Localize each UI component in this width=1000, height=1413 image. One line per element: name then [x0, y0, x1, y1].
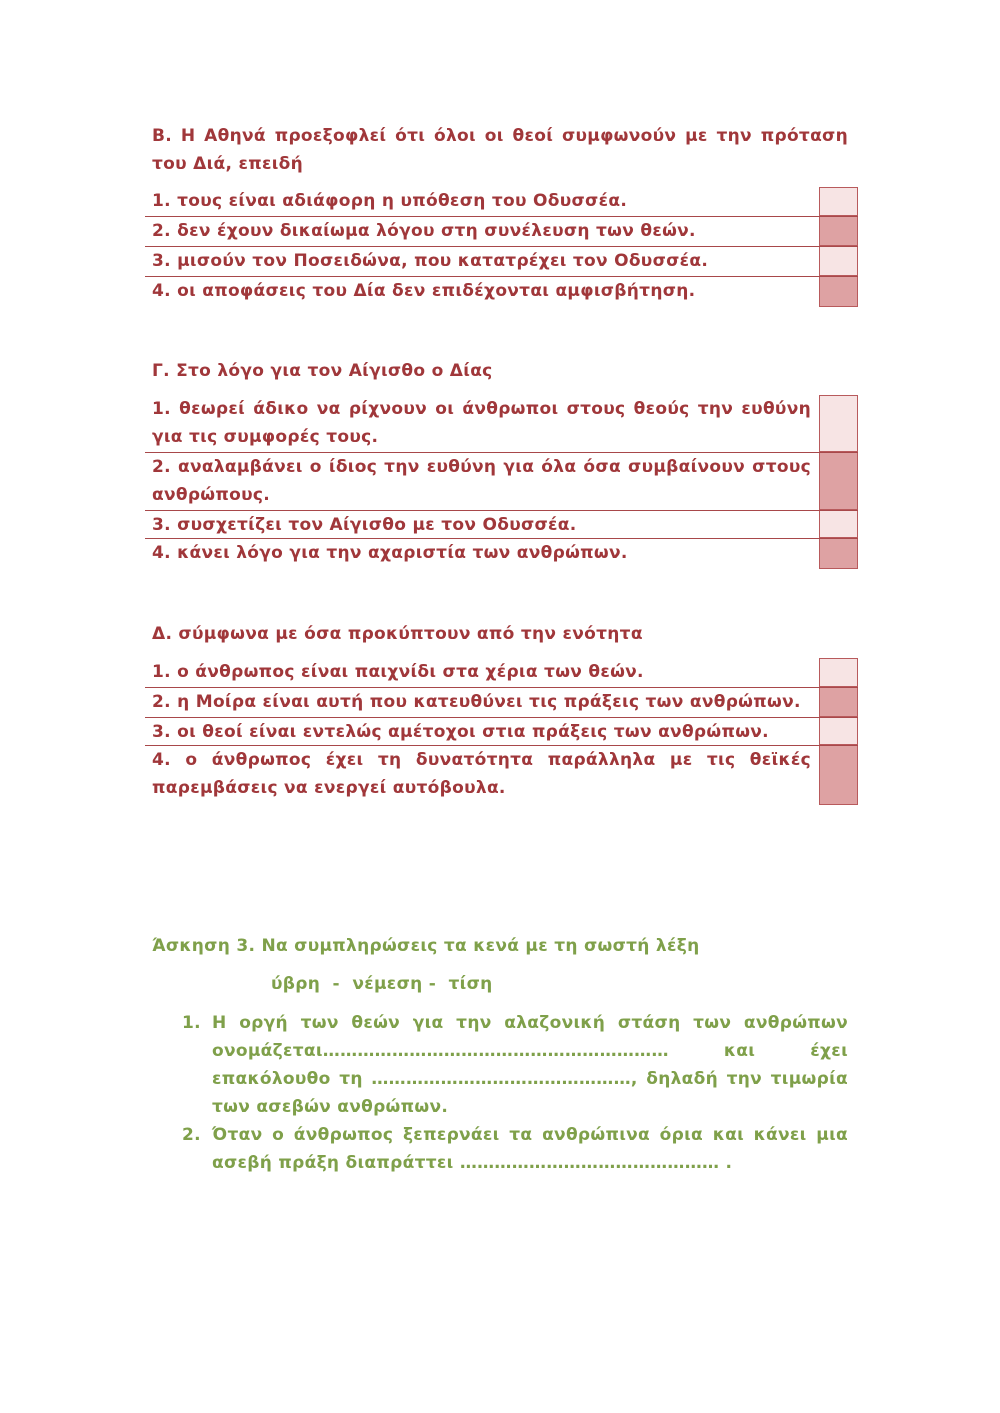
option-text: 1. ο άνθρωπος είναι παιχνίδι στα χέρια των θεών. [152, 662, 644, 682]
exercise-3-list [182, 1009, 848, 1177]
option-row [145, 658, 858, 688]
option-text: 3. οι θεοί είναι εντελώς αμέτοχοι στια πράξεις των ανθρώπων. [152, 722, 769, 742]
option-text: 2. αναλαμβάνει ο ίδιος την ευθύνη για όλα όσα συμβαίνουν στους ανθρώπους. [152, 457, 811, 505]
answer-checkbox[interactable] [819, 453, 858, 510]
answer-checkbox[interactable] [819, 395, 858, 452]
option-row [145, 247, 858, 277]
option-row [145, 217, 858, 247]
option-text: 3. συσχετίζει τον Αίγισθο με τον Οδυσσέα. [152, 515, 577, 535]
answer-checkbox[interactable] [819, 187, 858, 216]
answer-checkbox[interactable] [819, 658, 858, 687]
option-row [145, 539, 858, 569]
answer-checkbox[interactable] [819, 511, 858, 538]
answer-checkbox[interactable] [819, 277, 858, 307]
question-b-options [145, 187, 858, 307]
option-text: 1. θεωρεί άδικο να ρίχνουν οι άνθρωποι στους θεούς την ευθύνη για τις συμφορές τους. [152, 399, 811, 447]
item-number: 2. [182, 1125, 201, 1145]
option-row [145, 511, 858, 539]
answer-checkbox[interactable] [819, 746, 858, 805]
answer-checkbox[interactable] [819, 688, 858, 717]
list-item [182, 1009, 848, 1121]
item-number: 1. [182, 1013, 201, 1033]
fill-in-sentence: Η οργή των θεών για την αλαζονική στάση των ανθρώπων ονομάζεται…………………………………………………… και έχει επακόλουθο τη ………………………………………, δηλαδή την τιμωρία των ασεβών ανθρώπων. [212, 1013, 848, 1117]
option-text: 1. τους είναι αδιάφορη η υπόθεση του Οδυσσέα. [152, 191, 628, 211]
option-row [145, 277, 858, 307]
option-text: 4. ο άνθρωπος έχει τη δυνατότητα παράλληλα με τις θεϊκές παρεμβάσεις να ενεργεί αυτόβουλα. [152, 750, 811, 798]
option-row [145, 395, 858, 453]
option-text: 4. οι αποφάσεις του Δία δεν επιδέχονται αμφισβήτηση. [152, 281, 696, 301]
option-text: 2. η Μοίρα είναι αυτή που κατευθύνει τις πράξεις των ανθρώπων. [152, 692, 801, 712]
list-item [182, 1121, 848, 1177]
question-c-title: Γ. Στο λόγο για τον Αίγισθο ο Δίας [152, 361, 493, 381]
option-row [145, 453, 858, 511]
option-row [145, 718, 858, 746]
question-d-options [145, 658, 858, 805]
answer-checkbox[interactable] [819, 247, 858, 276]
question-c-options [145, 395, 858, 569]
option-text: 2. δεν έχουν δικαίωμα λόγου στη συνέλευση των θεών. [152, 221, 696, 241]
option-text: 4. κάνει λόγο για την αχαριστία των ανθρώπων. [152, 543, 628, 563]
option-row [145, 688, 858, 718]
question-d-title: Δ. σύμφωνα με όσα προκύπτουν από την ενότητα [152, 624, 643, 644]
word-bank: ύβρη - νέμεση - τίση [271, 974, 493, 994]
exercise-3-title: Άσκηση 3. Να συμπληρώσεις τα κενά με τη σωστή λέξη [152, 936, 700, 956]
answer-checkbox[interactable] [819, 217, 858, 246]
question-b-title: Β. Η Αθηνά προεξοφλεί ότι όλοι οι θεοί συμφωνούν με την πρόταση του Διά, επειδή [152, 126, 848, 174]
answer-checkbox[interactable] [819, 718, 858, 745]
option-row [145, 746, 858, 805]
fill-in-sentence: Όταν ο άνθρωπος ξεπερνάει τα ανθρώπινα όρια και κάνει μια ασεβή πράξη διαπράττει ……………………………………… . [212, 1125, 848, 1173]
option-text: 3. μισούν τον Ποσειδώνα, που κατατρέχει τον Οδυσσέα. [152, 251, 709, 271]
option-row [145, 187, 858, 217]
answer-checkbox[interactable] [819, 539, 858, 569]
